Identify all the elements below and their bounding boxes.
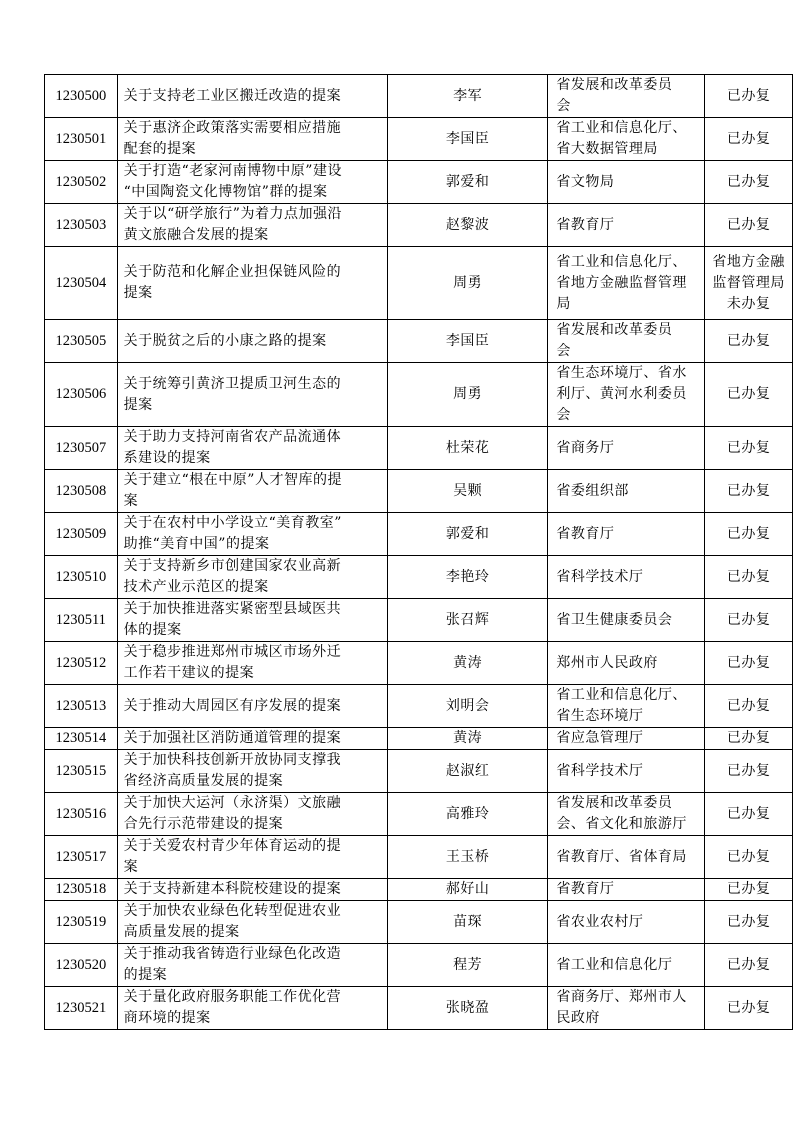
proposal-number: 1230504 <box>45 247 118 320</box>
handling-status-line: 已办复 <box>726 173 771 190</box>
proposal-title-line: 体的提案 <box>123 622 182 638</box>
handling-status <box>705 118 793 161</box>
handling-department-line: 省大数据管理局 <box>556 141 658 157</box>
proposal-title-line: 关于推动大周园区有序发展的提案 <box>123 697 342 714</box>
proposal-title <box>117 75 387 118</box>
proposal-title-line: 高质量发展的提案 <box>123 924 240 940</box>
handling-status-line: 已办复 <box>726 956 771 973</box>
handling-status-line: 已办复 <box>726 697 771 714</box>
proposal-title <box>117 427 387 470</box>
proposal-title-line: 技术产业示范区的提案 <box>123 579 269 595</box>
proposal-title-line: 关于在农村中小学设立“美育教室” <box>123 515 342 531</box>
proposal-title <box>117 118 387 161</box>
handling-department <box>548 75 705 118</box>
handling-status-line: 已办复 <box>726 130 771 147</box>
handling-department-line: 省教育厅 <box>556 881 615 897</box>
proposal-number: 1230512 <box>45 642 118 685</box>
table-row <box>45 470 793 513</box>
proposer-name: 黄涛 <box>387 728 547 750</box>
proposal-number: 1230515 <box>45 750 118 793</box>
handling-department-line: 省卫生健康委员会 <box>556 611 673 628</box>
proposal-title-line: 关于防范和化解企业担保链风险的 <box>123 264 342 280</box>
handling-department-line: 会 <box>556 407 571 423</box>
handling-department <box>548 599 705 642</box>
proposal-title-line: 省经济高质量发展的提案 <box>123 773 284 789</box>
handling-status-line: 已办复 <box>726 611 771 628</box>
proposal-title-line: 黄文旅融合发展的提案 <box>123 227 269 243</box>
proposal-number: 1230519 <box>45 901 118 944</box>
proposal-title-line: 关于量化政府服务职能工作优化营 <box>123 989 342 1005</box>
proposer-name: 赵黎波 <box>387 204 547 247</box>
proposal-number: 1230507 <box>45 427 118 470</box>
proposer-name: 郭爱和 <box>387 513 547 556</box>
proposal-title <box>117 204 387 247</box>
handling-status <box>705 363 793 427</box>
proposal-number: 1230518 <box>45 879 118 901</box>
handling-status <box>705 750 793 793</box>
handling-status <box>705 427 793 470</box>
proposal-title-line: 关于助力支持河南省农产品流通体 <box>123 429 342 445</box>
handling-status <box>705 320 793 363</box>
handling-department <box>548 320 705 363</box>
proposal-title-line: 关于加快大运河（永济渠）文旅融 <box>123 795 342 811</box>
proposal-title-line: 合先行示范带建设的提案 <box>123 816 284 832</box>
table-row <box>45 685 793 728</box>
handling-department-line: 省发展和改革委员 <box>556 322 673 338</box>
proposal-title-line: 关于支持新乡市创建国家农业高新 <box>123 558 342 574</box>
handling-status <box>705 204 793 247</box>
handling-status-line: 已办复 <box>726 525 771 542</box>
handling-department <box>548 987 705 1030</box>
proposal-title <box>117 247 387 320</box>
handling-department <box>548 161 705 204</box>
proposal-table-body <box>45 75 793 1030</box>
proposer-name: 周勇 <box>387 363 547 427</box>
proposal-title <box>117 161 387 204</box>
table-row <box>45 879 793 901</box>
proposer-name: 高雅玲 <box>387 793 547 836</box>
proposal-title-line: 关于加快科技创新开放协同支撑我 <box>123 752 342 768</box>
handling-status-line: 已办复 <box>726 439 771 456</box>
proposal-number: 1230514 <box>45 728 118 750</box>
proposal-title <box>117 750 387 793</box>
handling-status <box>705 836 793 879</box>
proposal-title-line: 的提案 <box>123 967 168 983</box>
handling-department-line: 省教育厅、省体育局 <box>556 848 687 865</box>
handling-department <box>548 879 705 901</box>
proposal-number: 1230516 <box>45 793 118 836</box>
proposer-name: 杜荣花 <box>387 427 547 470</box>
handling-department <box>548 944 705 987</box>
handling-status <box>705 987 793 1030</box>
handling-status <box>705 470 793 513</box>
proposal-title <box>117 470 387 513</box>
proposal-title-line: 关于以“研学旅行”为着力点加强沿 <box>123 206 342 222</box>
handling-status-line: 已办复 <box>726 805 771 822</box>
proposal-title-line: 案 <box>123 859 139 875</box>
proposal-number: 1230501 <box>45 118 118 161</box>
handling-status <box>705 161 793 204</box>
table-row <box>45 161 793 204</box>
proposal-title-line: 关于惠济企政策落实需要相应措施 <box>123 120 342 136</box>
handling-department <box>548 513 705 556</box>
proposal-title <box>117 728 387 750</box>
handling-status-line: 已办复 <box>726 848 771 865</box>
handling-department <box>548 901 705 944</box>
table-row <box>45 247 793 320</box>
handling-status <box>705 75 793 118</box>
handling-status-line: 已办复 <box>726 482 771 499</box>
handling-status <box>705 513 793 556</box>
handling-status <box>705 685 793 728</box>
handling-department <box>548 750 705 793</box>
handling-department <box>548 204 705 247</box>
proposal-number: 1230521 <box>45 987 118 1030</box>
proposal-number: 1230503 <box>45 204 118 247</box>
handling-status <box>705 728 793 750</box>
proposal-title <box>117 556 387 599</box>
handling-status <box>705 247 793 320</box>
handling-department <box>548 793 705 836</box>
proposal-title <box>117 685 387 728</box>
handling-department-line: 省科学技术厅 <box>556 568 644 585</box>
proposal-title <box>117 363 387 427</box>
proposer-name: 郭爱和 <box>387 161 547 204</box>
handling-department <box>548 363 705 427</box>
handling-department-line: 省工业和信息化厅 <box>556 956 673 973</box>
handling-status-line: 未办复 <box>726 295 771 312</box>
proposer-name: 张召辉 <box>387 599 547 642</box>
table-row <box>45 427 793 470</box>
proposal-title-line: 关于统筹引黄济卫提质卫河生态的 <box>123 375 342 392</box>
proposer-name: 周勇 <box>387 247 547 320</box>
table-row <box>45 204 793 247</box>
proposal-number: 1230509 <box>45 513 118 556</box>
handling-status-line: 已办复 <box>726 730 771 746</box>
proposer-name: 李艳玲 <box>387 556 547 599</box>
proposal-number: 1230508 <box>45 470 118 513</box>
handling-status-line: 已办复 <box>726 999 771 1016</box>
table-row <box>45 320 793 363</box>
table-row <box>45 750 793 793</box>
proposer-name: 黄涛 <box>387 642 547 685</box>
proposal-number: 1230505 <box>45 320 118 363</box>
proposal-title-line: 关于加快农业绿色化转型促进农业 <box>123 903 342 919</box>
proposal-number: 1230517 <box>45 836 118 879</box>
table-row <box>45 513 793 556</box>
handling-department-line: 省工业和信息化厅、 <box>556 120 687 136</box>
handling-status <box>705 944 793 987</box>
proposal-title-line: 关于关爱农村青少年体育运动的提 <box>123 838 342 854</box>
handling-status-line: 已办复 <box>726 216 771 233</box>
proposal-title-line: 工作若干建议的提案 <box>123 665 255 681</box>
proposer-name: 苗琛 <box>387 901 547 944</box>
proposer-name: 郝好山 <box>387 879 547 901</box>
handling-status <box>705 793 793 836</box>
proposer-name: 张晓盈 <box>387 987 547 1030</box>
handling-department <box>548 556 705 599</box>
handling-status-line: 已办复 <box>726 913 771 930</box>
proposal-title <box>117 793 387 836</box>
table-row <box>45 728 793 750</box>
proposal-title-line: 关于打造“老家河南博物中原”建设 <box>123 163 342 179</box>
proposal-title-line: 配套的提案 <box>123 141 197 157</box>
handling-status <box>705 642 793 685</box>
proposal-title-line: 关于建立“根在中原”人才智库的提 <box>123 472 342 488</box>
handling-department-line: 省应急管理厅 <box>556 730 644 746</box>
proposal-title-line: 关于支持老工业区搬迁改造的提案 <box>123 87 342 104</box>
proposal-number: 1230520 <box>45 944 118 987</box>
handling-department-line: 省发展和改革委员 <box>556 77 673 93</box>
proposal-number: 1230510 <box>45 556 118 599</box>
handling-department <box>548 728 705 750</box>
proposal-title <box>117 513 387 556</box>
handling-status-line: 已办复 <box>726 332 771 349</box>
proposal-title-line: 关于加快推进落实紧密型县域医共 <box>123 601 342 617</box>
table-row <box>45 836 793 879</box>
proposal-number: 1230506 <box>45 363 118 427</box>
handling-department-line: 省委组织部 <box>556 482 629 499</box>
handling-department-line: 省文物局 <box>556 173 615 190</box>
proposal-title <box>117 901 387 944</box>
proposal-title-line: 案 <box>123 493 139 509</box>
proposal-title-line: 助推“美育中国”的提案 <box>123 536 270 552</box>
proposer-name: 王玉桥 <box>387 836 547 879</box>
handling-status-line: 已办复 <box>726 762 771 779</box>
proposal-title <box>117 320 387 363</box>
proposal-title <box>117 599 387 642</box>
proposal-title-line: “中国陶瓷文化博物馆”群的提案 <box>123 184 328 200</box>
proposal-title <box>117 944 387 987</box>
table-row <box>45 642 793 685</box>
handling-department-line: 省农业农村厅 <box>556 913 644 930</box>
proposal-number: 1230500 <box>45 75 118 118</box>
table-row <box>45 118 793 161</box>
proposer-name: 刘明会 <box>387 685 547 728</box>
handling-department-line: 省商务厅 <box>556 439 615 456</box>
handling-department-line: 利厅、黄河水利委员 <box>556 386 687 402</box>
handling-status <box>705 879 793 901</box>
proposal-title-line: 关于支持新建本科院校建设的提案 <box>123 881 342 897</box>
handling-status-line: 监督管理局 <box>712 274 785 291</box>
table-row <box>45 556 793 599</box>
proposal-number: 1230511 <box>45 599 118 642</box>
proposal-title-line: 关于脱贫之后的小康之路的提案 <box>123 332 327 349</box>
table-row <box>45 944 793 987</box>
handling-status <box>705 901 793 944</box>
handling-department-line: 会 <box>556 343 571 359</box>
proposal-title <box>117 836 387 879</box>
handling-department <box>548 836 705 879</box>
proposal-title <box>117 642 387 685</box>
handling-status-line: 已办复 <box>726 568 771 585</box>
handling-status-line: 已办复 <box>726 881 771 897</box>
table-row <box>45 793 793 836</box>
handling-status-line: 已办复 <box>726 654 771 671</box>
proposal-title-line: 商环境的提案 <box>123 1010 211 1026</box>
proposer-name: 吴颗 <box>387 470 547 513</box>
proposal-number: 1230513 <box>45 685 118 728</box>
table-row <box>45 987 793 1030</box>
proposal-title-line: 提案 <box>123 396 153 413</box>
handling-department-line: 郑州市人民政府 <box>556 654 658 671</box>
proposal-title-line: 关于稳步推进郑州市城区市场外迁 <box>123 644 342 660</box>
proposal-title-line: 提案 <box>123 285 153 301</box>
handling-department-line: 省工业和信息化厅、 <box>556 253 687 270</box>
handling-department-line: 局 <box>556 295 571 312</box>
proposal-title-line: 关于推动我省铸造行业绿色化改造 <box>123 946 342 962</box>
handling-status <box>705 599 793 642</box>
handling-status-line: 已办复 <box>726 386 771 402</box>
table-row <box>45 901 793 944</box>
table-row <box>45 75 793 118</box>
proposer-name: 赵淑红 <box>387 750 547 793</box>
handling-status <box>705 556 793 599</box>
handling-department <box>548 427 705 470</box>
handling-department-line: 民政府 <box>556 1010 600 1026</box>
handling-department <box>548 642 705 685</box>
proposer-name: 李军 <box>387 75 547 118</box>
proposal-title <box>117 987 387 1030</box>
handling-department <box>548 470 705 513</box>
handling-department-line: 省发展和改革委员 <box>556 795 673 811</box>
table-row <box>45 363 793 427</box>
handling-department <box>548 247 705 320</box>
handling-department-line: 省商务厅、郑州市人 <box>556 989 687 1005</box>
handling-department-line: 会、省文化和旅游厅 <box>556 816 687 832</box>
handling-department-line: 省生态环境厅、省水 <box>556 365 687 381</box>
proposer-name: 李国臣 <box>387 320 547 363</box>
handling-department-line: 省科学技术厅 <box>556 762 644 779</box>
handling-department-line: 省地方金融监督管理 <box>556 274 687 291</box>
handling-department <box>548 685 705 728</box>
proposer-name: 李国臣 <box>387 118 547 161</box>
proposal-number: 1230502 <box>45 161 118 204</box>
proposal-title <box>117 879 387 901</box>
handling-department-line: 省工业和信息化厅、 <box>556 687 687 703</box>
proposal-title-line: 系建设的提案 <box>123 450 211 466</box>
handling-status-line: 已办复 <box>726 87 771 104</box>
handling-status-line: 省地方金融 <box>712 253 785 270</box>
handling-department-line: 省生态环境厅 <box>556 708 644 724</box>
proposal-title-line: 关于加强社区消防通道管理的提案 <box>123 730 342 746</box>
table-row <box>45 599 793 642</box>
handling-department-line: 省教育厅 <box>556 525 615 542</box>
handling-department <box>548 118 705 161</box>
proposer-name: 程芳 <box>387 944 547 987</box>
handling-department-line: 会 <box>556 98 571 114</box>
proposal-table <box>44 74 793 1030</box>
handling-department-line: 省教育厅 <box>556 216 615 233</box>
